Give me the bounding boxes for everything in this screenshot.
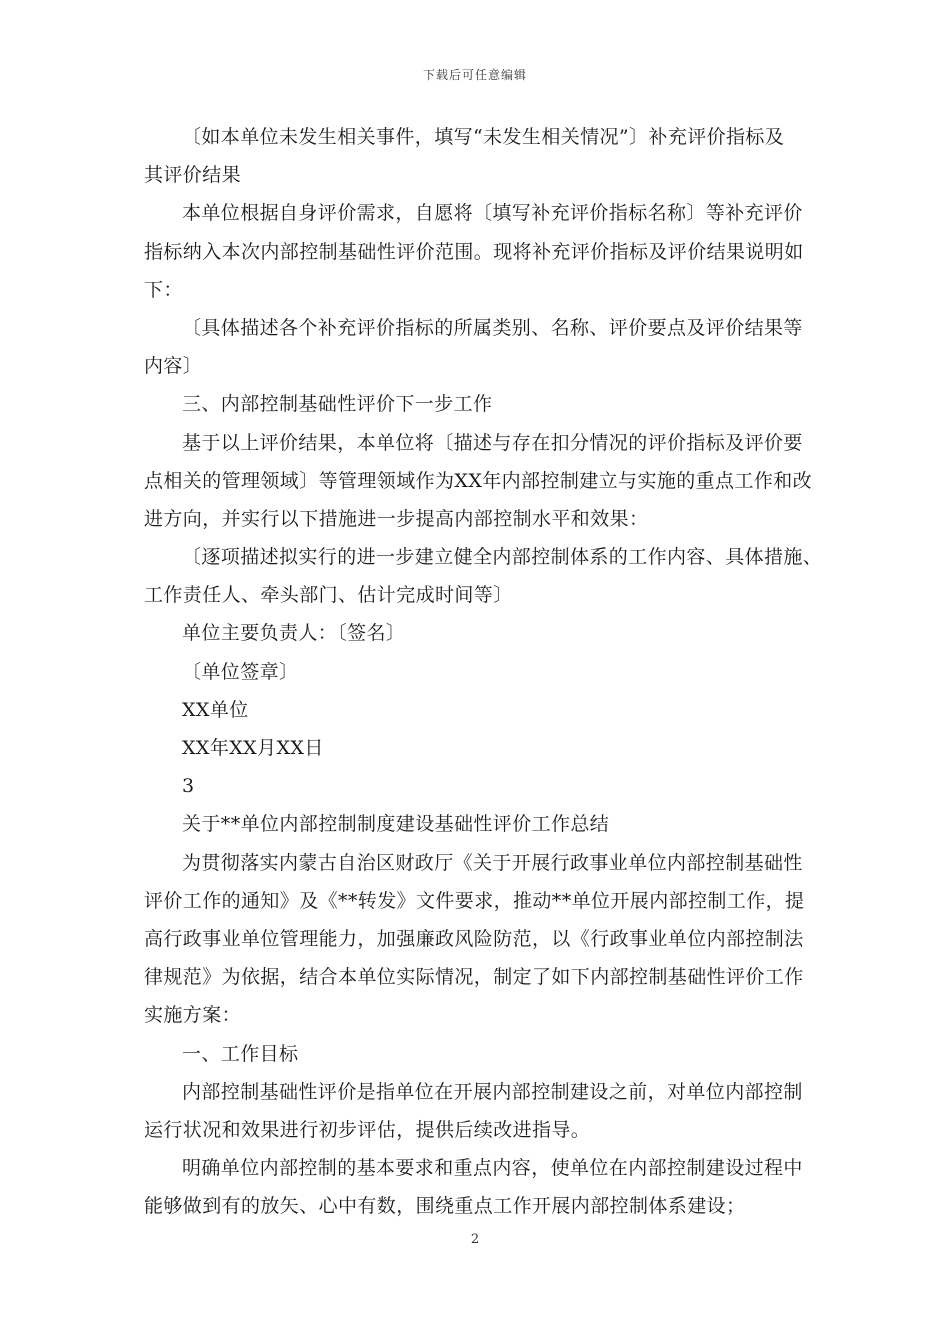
document-body [144,118,823,1225]
section-heading: 一、工作目标 [182,1042,299,1065]
unit-name: XX单位 [182,698,249,721]
text-line: 〔逐项描述拟实行的进一步建立健全内部控制体系的工作内容、具体措施、 [182,546,823,569]
text-line: 〔具体描述各个补充评价指标的所属类别、名称、评价要点及评价结果等 [182,316,803,339]
page-header: 下载后可任意编辑 [422,68,527,82]
text-line: 点相关的管理领域〕等管理领域作为XX年内部控制建立与实施的重点工作和改 [144,469,813,492]
text-line: 本单位根据自身评价需求，自愿将〔填写补充评价指标名称〕等补充评价 [182,202,803,225]
date-line: XX年XX月XX日 [182,737,324,759]
text-line: 律规范》为依据，结合本单位实际情况，制定了如下内部控制基础性评价工作 [144,966,804,989]
text-line: 评价工作的通知》及《**转发》文件要求，推动**单位开展内部控制工作，提 [144,889,805,912]
text-line: 为贯彻落实内蒙古自治区财政厅《关于开展行政事业单位内部控制基础性 [182,851,803,874]
text-line: 其评价结果 [144,164,242,187]
text-line: 内部控制基础性评价是指单位在开展内部控制建设之前，对单位内部控制 [182,1080,803,1103]
text-line: 基于以上评价结果，本单位将〔描述与存在扣分情况的评价指标及评价要 [182,431,803,454]
text-line: 工作责任人、牵头部门、估计完成时间等〕 [144,584,513,607]
section-heading: 三、内部控制基础性评价下一步工作 [182,393,493,416]
text-line: 高行政事业单位管理能力，加强廉政风险防范，以《行政事业单位内部控制法 [144,927,804,950]
text-line: 实施方案： [144,1004,242,1027]
text-line: 下： [144,278,183,301]
inline-number: 3 [182,775,195,798]
document-title: 关于**单位内部控制制度建设基础性评价工作总结 [182,813,610,836]
signature-line: 单位主要负责人：〔签名〕 [182,622,406,645]
text-line: 内容〕 [144,355,203,378]
text-line: 进方向，并实行以下措施进一步提高内部控制水平和效果： [144,507,649,530]
text-line: 〔如本单位未发生相关事件，填写“未发生相关情况”〕补充评价指标及 [182,126,785,148]
text-line: 明确单位内部控制的基本要求和重点内容，使单位在内部控制建设过程中 [182,1157,803,1180]
seal-line: 〔单位签章〕 [182,660,299,683]
text-line: 指标纳入本次内部控制基础性评价范围。现将补充评价指标及评价结果说明如 [144,240,804,263]
page-number: 2 [470,1232,480,1247]
text-line: 运行状况和效果进行初步评估，提供后续改进指导。 [144,1118,591,1141]
text-line: 能够做到有的放矢、心中有数，围绕重点工作开展内部控制体系建设； [144,1195,746,1218]
